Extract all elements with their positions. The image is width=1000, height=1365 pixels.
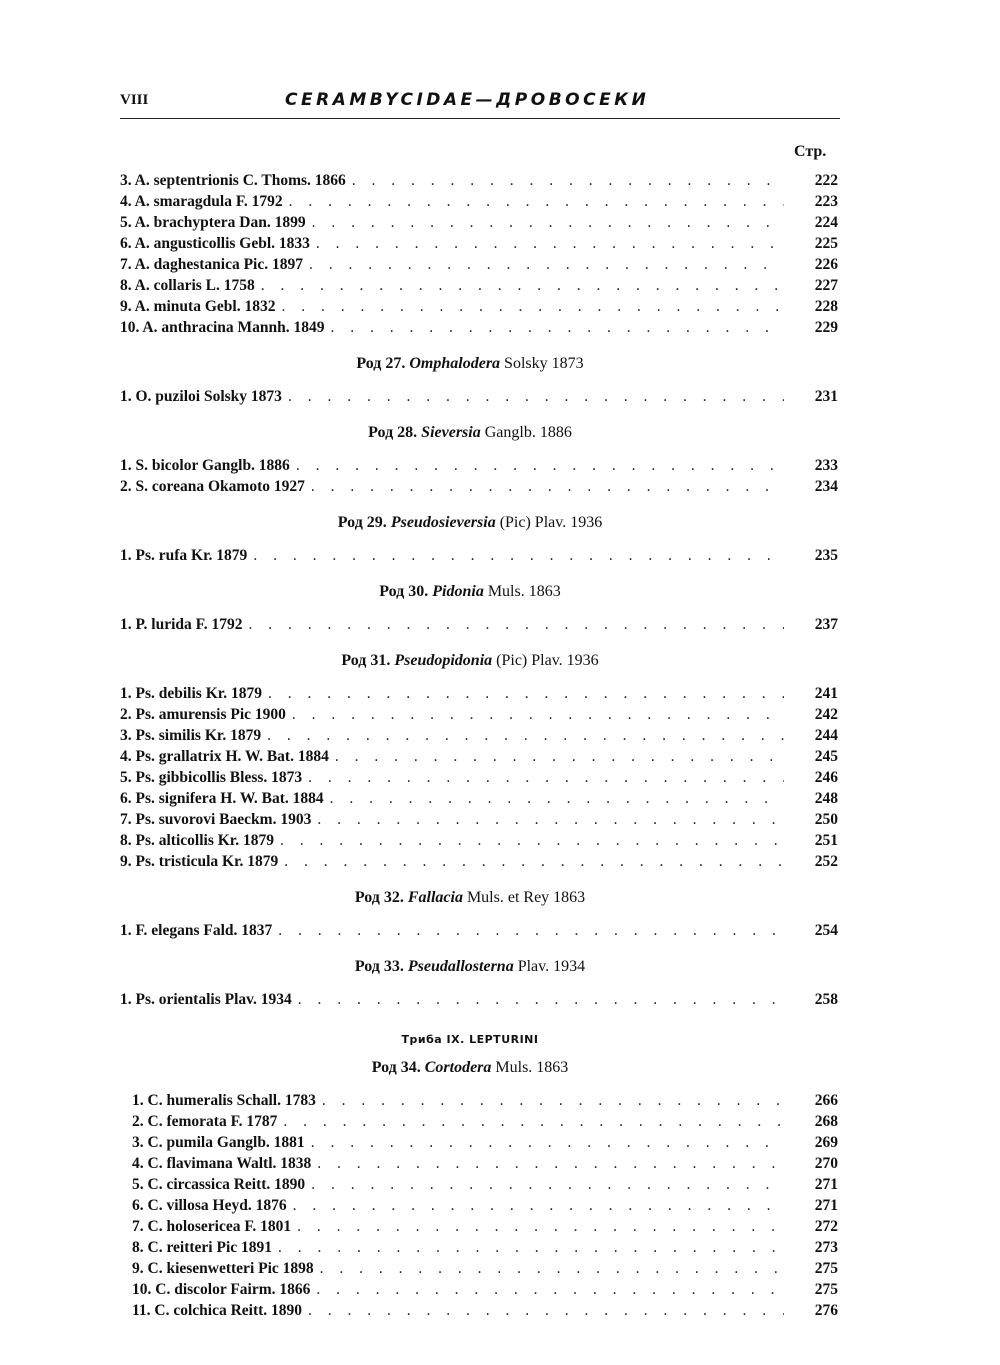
page-reference: 268 <box>814 1113 838 1130</box>
page-reference: 275 <box>814 1281 838 1298</box>
toc-entry <box>120 1174 840 1195</box>
species-name: 7. A. daghestanica Pic. 1897 <box>120 256 303 273</box>
toc-entry <box>120 317 840 338</box>
page-header <box>120 88 840 119</box>
genus-number: Род 29. <box>337 514 387 531</box>
species-name: 1. Ps. rufa Kr. 1879 <box>120 547 248 564</box>
dot-leader <box>248 614 784 635</box>
species-name: 9. C. kiesenwetteri Pic 1898 <box>132 1260 314 1277</box>
species-name: 2. C. femorata F. 1787 <box>132 1113 278 1130</box>
genus-author: Muls. 1863 <box>487 583 561 600</box>
genus-name: Sieversia <box>421 424 481 441</box>
page-reference: 252 <box>814 853 838 870</box>
page-reference: 223 <box>814 193 838 210</box>
dot-leader <box>331 317 784 338</box>
dot-leader <box>297 1216 784 1237</box>
toc-entry <box>120 1279 840 1300</box>
page-reference: 271 <box>814 1176 838 1193</box>
page-reference: 254 <box>814 922 838 939</box>
page-reference: 271 <box>814 1197 838 1214</box>
species-name: 1. S. bicolor Ganglb. 1886 <box>120 457 290 474</box>
dot-leader <box>278 920 784 941</box>
species-name: 10. A. anthracina Mannh. 1849 <box>120 319 325 336</box>
dot-leader <box>309 254 784 275</box>
dot-leader <box>311 476 784 497</box>
page-reference: 245 <box>814 748 838 765</box>
genus-name: Pseudosieversia <box>390 514 496 531</box>
species-name: 10. C. discolor Fairm. 1866 <box>132 1281 311 1298</box>
genus-author: Plav. 1934 <box>517 958 586 975</box>
species-name: 1. Ps. debilis Kr. 1879 <box>120 685 262 702</box>
dot-leader <box>268 683 784 704</box>
genus-author: Ganglb. 1886 <box>484 424 572 441</box>
species-name: 1. P. lurida F. 1792 <box>120 616 243 633</box>
dot-leader <box>311 1174 784 1195</box>
genus-heading <box>120 886 840 910</box>
genus-heading <box>120 649 840 673</box>
page-reference: 225 <box>814 235 838 252</box>
page-reference: 270 <box>814 1155 838 1172</box>
species-name: 9. A. minuta Gebl. 1832 <box>120 298 276 315</box>
dot-leader <box>316 1279 784 1300</box>
toc-entry <box>120 851 840 872</box>
page-reference: 275 <box>814 1260 838 1277</box>
dot-leader <box>352 170 784 191</box>
toc-entry <box>120 920 840 941</box>
toc-entry <box>120 275 840 296</box>
page-reference: 226 <box>814 256 838 273</box>
dot-leader <box>335 746 784 767</box>
genus-number: Род 34. <box>371 1059 421 1076</box>
species-name: 3. Ps. similis Kr. 1879 <box>120 727 262 744</box>
page-reference: 244 <box>814 727 838 744</box>
page-reference: 269 <box>814 1134 838 1151</box>
toc-entry <box>120 767 840 788</box>
genus-name: Cortodera <box>424 1059 492 1076</box>
species-name: 1. F. elegans Fald. 1837 <box>120 922 273 939</box>
genus-heading <box>120 955 840 979</box>
dot-leader <box>267 725 784 746</box>
genus-name: Omphalodera <box>409 355 501 372</box>
species-name: 3. A. septentrionis C. Thoms. 1866 <box>120 172 346 189</box>
toc-entry <box>120 1132 840 1153</box>
genus-heading <box>120 421 840 445</box>
genus-heading <box>120 511 840 535</box>
species-name: 4. A. smaragdula F. 1792 <box>120 193 283 210</box>
species-name: 1. Ps. orientalis Plav. 1934 <box>120 991 292 1008</box>
dot-leader <box>281 296 784 317</box>
species-name: 8. Ps. alticollis Kr. 1879 <box>120 832 274 849</box>
genus-number: Род 32. <box>354 889 404 906</box>
genus-author: Muls. et Rey 1863 <box>466 889 586 906</box>
dot-leader <box>316 233 784 254</box>
species-name: 2. S. coreana Okamoto 1927 <box>120 478 305 495</box>
species-name: 5. A. brachyptera Dan. 1899 <box>120 214 306 231</box>
toc-entry <box>120 1258 840 1279</box>
species-name: 6. A. angusticollis Gebl. 1833 <box>120 235 310 252</box>
species-name: 8. C. reitteri Pic 1891 <box>132 1239 273 1256</box>
dot-leader <box>283 1111 784 1132</box>
dot-leader <box>289 191 784 212</box>
toc-entry <box>120 788 840 809</box>
toc-entry <box>120 296 840 317</box>
page-reference: 231 <box>814 388 838 405</box>
genus-name: Fallacia <box>407 889 463 906</box>
genus-number: Род 30. <box>379 583 429 600</box>
toc-entry <box>120 809 840 830</box>
genus-number: Род 33. <box>354 958 404 975</box>
dot-leader <box>317 809 784 830</box>
page-reference: 227 <box>814 277 838 294</box>
dot-leader <box>296 455 784 476</box>
page-reference: 250 <box>814 811 838 828</box>
species-name: 4. C. flavimana Waltl. 1838 <box>132 1155 312 1172</box>
genus-author: Solsky 1873 <box>504 355 584 372</box>
page-reference: 222 <box>814 172 838 189</box>
species-name: 11. C. colchica Reitt. 1890 <box>132 1302 303 1319</box>
genus-name: Pseudopidonia <box>394 652 493 669</box>
toc-entry <box>120 1195 840 1216</box>
dot-leader <box>293 1195 784 1216</box>
page-reference: 258 <box>814 991 838 1008</box>
species-name: 9. Ps. tristicula Kr. 1879 <box>120 853 279 870</box>
dot-leader <box>320 1258 784 1279</box>
dot-leader <box>284 851 784 872</box>
genus-name: Pidonia <box>432 583 484 600</box>
toc-entry <box>120 746 840 767</box>
dot-leader <box>330 788 784 809</box>
dot-leader <box>288 386 784 407</box>
toc-entry <box>120 191 840 212</box>
species-name: 6. C. villosa Heyd. 1876 <box>132 1197 287 1214</box>
genus-name: Pseudallosterna <box>407 958 514 975</box>
tribe-heading: Триба IX. LEPTURINI <box>401 1033 539 1046</box>
toc-entry <box>120 1300 840 1321</box>
page-reference: 273 <box>814 1239 838 1256</box>
toc-entry <box>120 1153 840 1174</box>
page-reference: 233 <box>814 457 838 474</box>
species-name: 5. C. circassica Reitt. 1890 <box>132 1176 306 1193</box>
page-reference: 246 <box>814 769 838 786</box>
toc-entry <box>120 476 840 497</box>
toc-entry <box>120 830 840 851</box>
running-title: CERAMBYCIDAE—ДРОВОСЕКИ <box>285 90 650 110</box>
genus-number: Род 31. <box>341 652 391 669</box>
dot-leader <box>311 1132 784 1153</box>
toc-entry <box>120 614 840 635</box>
page-number: VIII <box>120 92 149 108</box>
species-name: 8. A. collaris L. 1758 <box>120 277 255 294</box>
page-reference: 266 <box>814 1092 838 1109</box>
dot-leader <box>292 704 784 725</box>
toc-entry <box>120 386 840 407</box>
page-reference: 276 <box>814 1302 838 1319</box>
page-reference: 234 <box>814 478 838 495</box>
page-reference: 272 <box>814 1218 838 1235</box>
species-name: 6. Ps. signifera H. W. Bat. 1884 <box>120 790 324 807</box>
toc-entry <box>120 1237 840 1258</box>
genus-heading <box>120 580 840 604</box>
toc-entry <box>120 704 840 725</box>
toc-entry <box>120 212 840 233</box>
dot-leader <box>278 1237 784 1258</box>
species-name: 1. O. puziloi Solsky 1873 <box>120 388 282 405</box>
species-name: 2. Ps. amurensis Pic 1900 <box>120 706 286 723</box>
genus-author: (Pic) Plav. 1936 <box>496 652 599 669</box>
dot-leader <box>280 830 784 851</box>
toc-entry <box>120 1216 840 1237</box>
genus-heading <box>120 352 840 376</box>
page-reference: 251 <box>814 832 838 849</box>
species-name: 3. C. pumila Ganglb. 1881 <box>132 1134 305 1151</box>
table-of-contents <box>120 170 840 1321</box>
toc-entry <box>120 989 840 1010</box>
dot-leader <box>261 275 784 296</box>
toc-entry <box>120 545 840 566</box>
page-reference: 228 <box>814 298 838 315</box>
page-reference: 235 <box>814 547 838 564</box>
genus-author: (Pic) Plav. 1936 <box>499 514 603 531</box>
dot-leader <box>322 1090 784 1111</box>
toc-entry <box>120 1090 840 1111</box>
genus-number: Род 27. <box>356 355 406 372</box>
genus-author: Muls. 1863 <box>495 1059 569 1076</box>
toc-entry <box>120 725 840 746</box>
toc-entry <box>120 233 840 254</box>
species-name: 4. Ps. grallatrix H. W. Bat. 1884 <box>120 748 329 765</box>
dot-leader <box>308 1300 784 1321</box>
page-reference: 241 <box>814 685 838 702</box>
page-reference: 248 <box>814 790 838 807</box>
page-reference: 229 <box>814 319 838 336</box>
dot-leader <box>253 545 784 566</box>
page-column-header: Стр. <box>794 143 827 160</box>
species-name: 7. Ps. suvorovi Baeckm. 1903 <box>120 811 312 828</box>
page-reference: 237 <box>814 616 838 633</box>
toc-entry <box>120 170 840 191</box>
species-name: 7. C. holosericea F. 1801 <box>132 1218 292 1235</box>
toc-entry <box>120 254 840 275</box>
genus-number: Род 28. <box>368 424 418 441</box>
dot-leader <box>317 1153 784 1174</box>
toc-entry <box>120 683 840 704</box>
species-name: 5. Ps. gibbicollis Bless. 1873 <box>120 769 303 786</box>
page-reference: 224 <box>814 214 838 231</box>
toc-entry <box>120 1111 840 1132</box>
dot-leader <box>298 989 784 1010</box>
dot-leader <box>312 212 784 233</box>
page-reference: 242 <box>814 706 838 723</box>
species-name: 1. C. humeralis Schall. 1783 <box>132 1092 316 1109</box>
dot-leader <box>308 767 784 788</box>
toc-entry <box>120 455 840 476</box>
genus-heading <box>120 1056 840 1080</box>
